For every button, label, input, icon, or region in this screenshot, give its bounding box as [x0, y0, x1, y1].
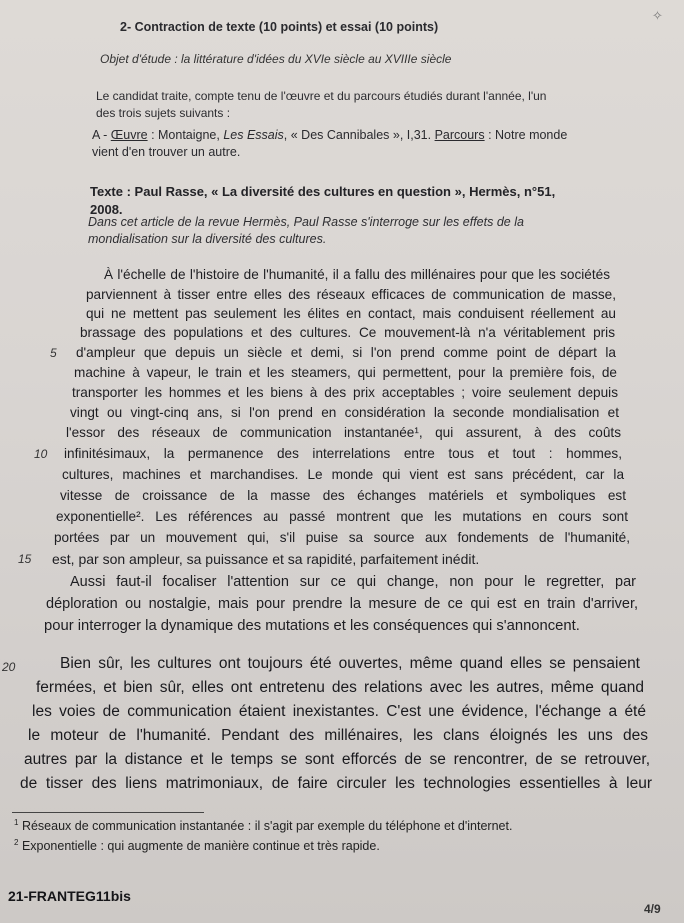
chapeau-line: Dans cet article de la revue Hermès, Paul Rasse s'interroge sur les effets de la [88, 215, 524, 229]
text-line: qui ne mettent pas seulement les élites en contact, mais conduisent réellement au [86, 306, 616, 321]
text-line: vingt ou vingt-cinq ans, si l'on prend en considération la seconde mondialisation et [70, 405, 619, 420]
text-line: machine à vapeur, le train et les steamers, qui permettent, pour la première fois, de [74, 365, 617, 380]
footnote-divider [12, 812, 204, 813]
text-line: autres par la distance et le temps se sont efforcés de se rencontrer, de se retrouver, [24, 751, 650, 768]
section-title: 2- Contraction de texte (10 points) et essai (10 points) [120, 20, 439, 34]
footnote-mark: 2 [14, 838, 19, 847]
option-rest: , « Des Cannibales », I,31. [283, 128, 435, 142]
text-line: fermées, et bien sûr, elles ont entretenu des relations avec les autres, même quand [36, 679, 644, 696]
text-line: portées par un mouvement qui, s'il puise sa source aux fondements de l'humanité, [54, 530, 630, 545]
option-a [92, 127, 567, 161]
footnote-text: Réseaux de communication instantanée : il s'agit par exemple du téléphone et d'internet. [21, 819, 513, 834]
footnote-1 [14, 818, 512, 833]
text-line: parviennent à tisser entre elles des réseaux efficaces de communication de masse, [86, 287, 616, 302]
text-line: Bien sûr, les cultures ont toujours été ouvertes, même quand elles se pensaient [60, 655, 640, 672]
line-number: 20 [2, 660, 16, 674]
line-number: 10 [34, 447, 48, 461]
text-line: exponentielle². Les références au passé montrent que les mutations en cours sont [56, 509, 628, 524]
text-line: déploration ou nostalgie, mais pour prendre la mesure de ce qui est en train d'arriver, [46, 596, 638, 612]
text-line: transporter les hommes et les biens à des prix acceptables ; voire seulement depuis [72, 385, 618, 400]
parcours-word: Parcours [434, 128, 485, 142]
option-label: A - [92, 128, 111, 142]
exam-code: 21-FRANTEG11bis [8, 888, 131, 904]
text-line: brassage des populations et des cultures. Ce mouvement-là n'a véritablement pris [80, 325, 615, 340]
book-title: Les Essais [223, 128, 284, 142]
text-line: est, par son ampleur, sa puissance et sa rapidité, parfaitement inédit. [52, 551, 480, 567]
chapeau [88, 214, 524, 248]
footnote-mark: 1 [14, 818, 19, 827]
text-line: le moteur de l'humanité. Pendant des millénaires, les clans éloignés les uns des [28, 727, 648, 744]
instructions [96, 88, 546, 122]
instructions-line: Le candidat traite, compte tenu de l'œuvre et du parcours étudiés durant l'année, l'un [96, 89, 547, 103]
text-line: l'essor des réseaux de communication instantanée¹, qui assurent, à des coûts [66, 425, 621, 440]
parcours-text: : Notre monde [484, 128, 568, 142]
text-line: vitesse de croissance de la masse des échanges matériels et symboliques est [60, 488, 626, 503]
text-line: infinitésimaux, la permanence des interrelations entre tous et tout : hommes, [64, 446, 622, 461]
chapeau-line: mondialisation sur la diversité des cultures. [88, 232, 327, 246]
objet-etude: Objet d'étude : la littérature d'idées du XVIe siècle au XVIIIe siècle [100, 52, 452, 66]
text-reference-line: Texte : Paul Rasse, « La diversité des cultures en question », Hermès, n°51, [90, 184, 556, 199]
text-line: les voies de communication étaient inexistantes. C'est une évidence, l'échange a été [32, 703, 646, 720]
pin-icon: ✧ [652, 8, 663, 23]
line-number: 5 [50, 346, 57, 360]
page-number: 4/9 [644, 902, 661, 916]
oeuvre-text: : Montaigne, [147, 128, 224, 142]
oeuvre-word: Œuvre [110, 128, 148, 142]
text-line: cultures, machines et marchandises. Le monde qui vient est sans précédent, car la [62, 467, 624, 482]
text-reference-line: 2008. [90, 202, 123, 217]
text-line: À l'échelle de l'histoire de l'humanité, il a fallu des millénaires pour que les sociétés [104, 267, 610, 282]
footnote-text: Exponentielle : qui augmente de manière continue et très rapide. [21, 839, 380, 854]
line-number: 15 [18, 552, 32, 566]
instructions-line: des trois sujets suivants : [96, 106, 231, 120]
option-line2: vient d'en trouver un autre. [92, 145, 241, 159]
text-line: d'ampleur que depuis un siècle et demi, si l'on prend comme point de départ la [76, 345, 616, 360]
text-line: Aussi faut-il focaliser l'attention sur ce qui change, non pour le regretter, par [70, 574, 636, 590]
text-line: pour interroger la dynamique des mutations et les conséquences qui s'annoncent. [44, 618, 580, 634]
footnote-2 [14, 838, 380, 853]
text-line: de tisser des liens matrimoniaux, de faire circuler les technologies essentielles à leur [20, 775, 652, 792]
